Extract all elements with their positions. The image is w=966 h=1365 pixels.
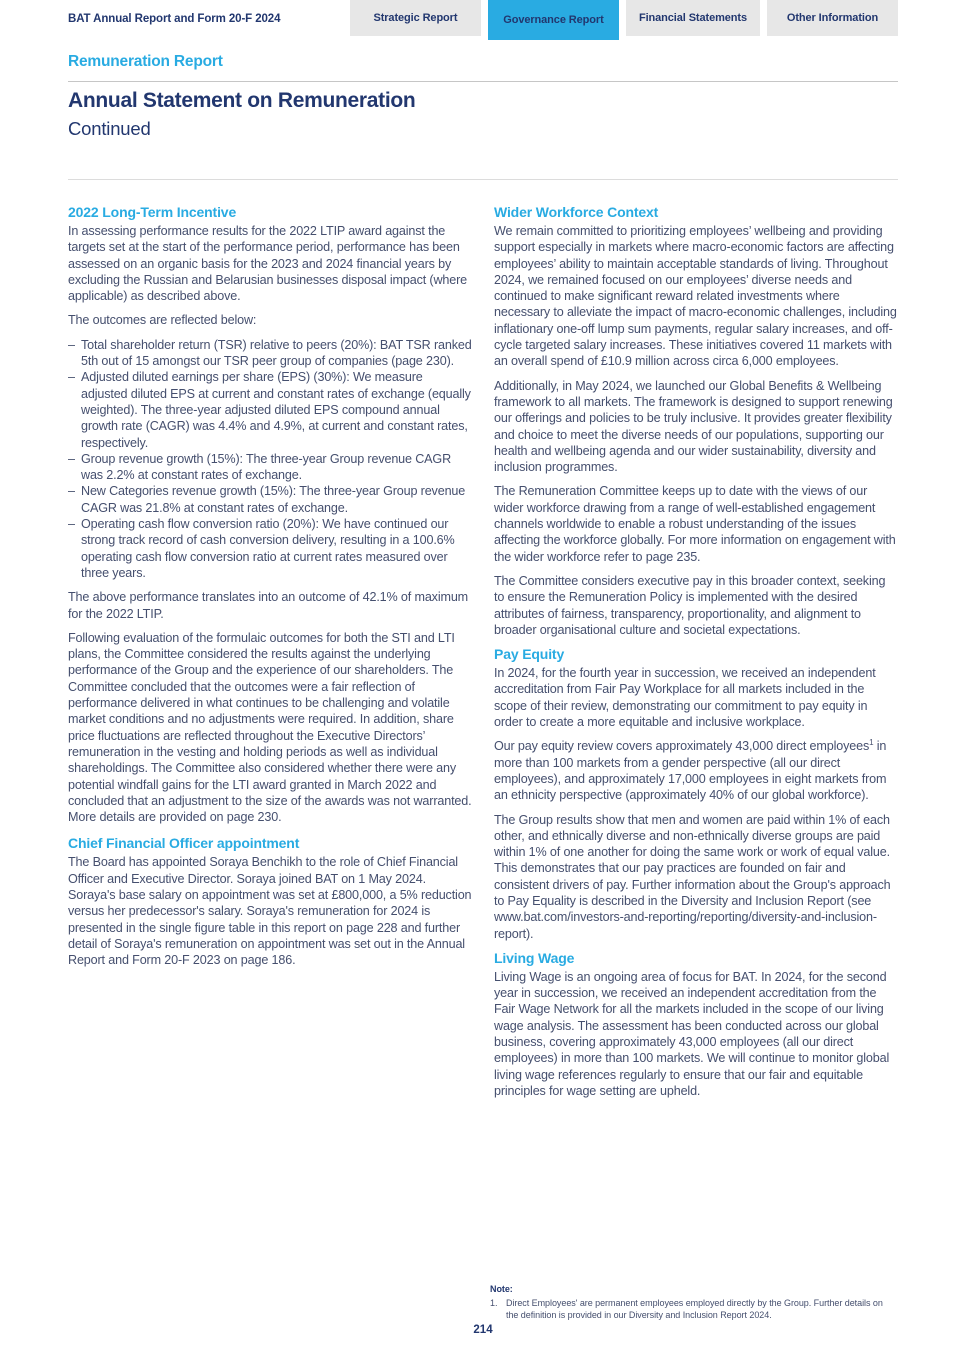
tab-label: Governance Report: [503, 14, 604, 26]
wider-workforce-paragraph-4: The Committee considers executive pay in this broader context, seeking to ensure the Remuneration Policy is implemented with the desired attributes of fairness, transparency, proportionality, and alignment to broader organisational culture and societal expectations.: [494, 573, 886, 637]
list-item-tsr: – Total shareholder return (TSR) relative to peers (20%): BAT TSR ranked 5th out of 15 amongst our TSR peer group of companies (page 230).: [68, 337, 472, 370]
lti-intro-paragraph: In assessing performance results for the 2022 LTIP award against the targets set at the start of the performance period, performance has been assessed on an organic basis for the 2023 and 2024 financial years by excluding the Russian and Belarusian businesses disposal impact (where applicable) as described above.: [68, 224, 468, 304]
lti-result-paragraph: The above performance translates into an outcome of 42.1% of maximum for the 2022 LTIP.: [68, 590, 469, 621]
lti-outcomes-list: [68, 337, 472, 581]
page-title: Annual Statement on Remuneration: [68, 89, 416, 112]
title-divider: [68, 179, 898, 180]
tab-label: Financial Statements: [638, 12, 747, 24]
pay-equity-paragraph-1: In 2024, for the fourth year in succession, we received an independent accreditation from Fair Pay Workplace for all markets included in the scope of their review, demonstrating our commitment to pay equity in order to create a more equitable and inclusive workplace.: [494, 666, 876, 730]
cfo-paragraph: The Board has appointed Soraya Benchikh to the role of Chief Financial Officer and Executive Director. Soraya joined BAT on 1 May 2024. Soraya's base salary on appointment was set at £800,000, a 5% reduction versus her predecessor's salary. Soraya's remuneration for 2024 is presented in the single figure table in this report on page 228 and further detail of Soraya's remuneration on appointment was set out in the Annual Report and Form 20-F 2023 on page 186.: [68, 855, 472, 968]
footnote-number: 1.: [490, 1297, 498, 1308]
tab-strategic-report[interactable]: [350, 0, 481, 36]
footnote-text: Direct Employees' are permanent employees employed directly by the Group. Further details on the definition is provided in our Diversity and Inclusion Report 2024.: [506, 1297, 883, 1320]
footnote-1: [490, 1297, 894, 1322]
list-item-eps: – Adjusted diluted earnings per share (EPS) (30%): We measure adjusted diluted EPS at current and constant rates of exchange (equally weighted). The three-year adjusted diluted EPS compound annual growth rate (CAGR) was 4.4% and 4.9%, at current and constant rates, respectively.: [68, 369, 472, 450]
page-subtitle: Continued: [68, 118, 151, 139]
report-title: BAT Annual Report and Form 20-F 2024: [68, 13, 281, 25]
left-column: [68, 204, 472, 1107]
tab-label: Other Information: [786, 12, 879, 24]
heading-cfo-appointment: Chief Financial Officer appointment: [68, 835, 300, 852]
tab-other-information[interactable]: [767, 0, 898, 36]
footnotes: [490, 1283, 894, 1322]
tab-financial-statements[interactable]: [626, 0, 760, 36]
wider-workforce-paragraph-3: The Remuneration Committee keeps up to date with the views of our wider workforce drawing from a range of well-established engagement channels worldwide to enable a robust understanding of the issues affecting the workforce globally. For more information on engagement with the wider workforce refer to page 235.: [494, 484, 896, 564]
pay-equity-paragraph-3: The Group results show that men and women are paid within 1% of each other, and ethnically diverse and non-ethnically diverse groups are paid within 1% of one another for doing the same work or work of equal value. This demonstrates that our pay practices are founded on fair and consistent drivers of pay. Further information about the Group's approach to Pay Equality is described in the Diversity and Inclusion Report (see www.bat.com/investors-and-reporting/reporting/diversity-and-inclusion-report).: [494, 812, 891, 941]
wider-workforce-paragraph-2: Additionally, in May 2024, we launched our Global Benefits & Wellbeing framework to all markets. The framework is designed to support renewing our offerings and policies to be truly inclusive. It provides greater flexibility and choice to meet the diverse needs of our populations, supporting our health and wellbeing agenda and our wider sustainability, diversity and inclusion programmes.: [494, 378, 893, 475]
lti-outcomes-lead: The outcomes are reflected below:: [68, 313, 257, 328]
living-wage-paragraph: Living Wage is an ongoing area of focus for BAT. In 2024, for the second year in succession, we received an independent accreditation from the Fair Wage Network for all the markets included in the scope of our living wage analysis. The assessment has been conducted across our global business, covering approximately 43,000 employees (all our direct employees) in more than 100 markets. We will continue to monitor global living wage references regularly to ensure that our fair and equitable principles for wage setting are upheld.: [494, 969, 890, 1098]
pay-equity-p2-text: Our pay equity review covers approximately 43,000 direct employees: [494, 739, 870, 754]
remuneration-report-label: Remuneration Report: [68, 53, 223, 70]
heading-living-wage: Living Wage: [494, 949, 575, 966]
list-item-new-categories: – New Categories revenue growth (15%): The three-year Group revenue CAGR was 21.8% at constant rates of exchange.: [68, 483, 472, 516]
heading-2022-long-term-incentive: 2022 Long-Term Incentive: [68, 204, 237, 220]
tab-label: Strategic Report: [373, 12, 458, 24]
section-tabs: [350, 0, 898, 40]
lti-evaluation-paragraph: Following evaluation of the formulaic outcomes for both the STI and LTI plans, the Committee considered the results against the underlying performance of the Group and the experience of our shareholders. The Committee concluded that the outcomes were a fair reflection of performance delivered in what continues to be challenging and volatile market conditions and no adjustments were required. In addition, share price fluctuations are reflected throughout the Executive Directors’ remuneration in the vesting and holding periods as well as individual shareholdings. The Committee also considered whether there were any potential windfall gains for the LTI award granted in March 2022 and concluded that an adjustment to the size of the awards was not warranted. More details are provided on page 230.: [68, 630, 472, 825]
heading-pay-equity: Pay Equity: [494, 646, 565, 663]
heading-wider-workforce-context: Wider Workforce Context: [494, 204, 659, 220]
list-item-cash-flow: – Operating cash flow conversion ratio (20%): We have continued our strong track record of cash conversion delivery, resulting in a 100.6% operating cash flow conversion ratio at current rates measured over three years.: [68, 516, 472, 581]
list-item-group-revenue: – Group revenue growth (15%): The three-year Group revenue CAGR was 2.2% at constant rates of exchange.: [68, 451, 472, 484]
wider-workforce-paragraph-1: We remain committed to prioritizing employees’ wellbeing and providing support especially in markets where macro-economic factors are affecting employees’ ability to maintain acceptable standards of living. Throughout 2024, we remained focused on our employees’ diverse needs and continued to make significant reward related investments where necessary to alleviate the impact of macro-economic challenges, including inflationary one-off lump sum payments, regular salary increases, and off-cycle targeted salary increases. These initiatives covered 11 markets with an overall spend of £10.9 million across circa 6,000 employees.: [494, 224, 897, 369]
page-number: 214: [473, 1324, 493, 1336]
tab-governance-report[interactable]: [488, 0, 619, 40]
footnote-reference-1: 1: [869, 738, 874, 748]
right-column: [494, 204, 898, 1107]
pay-equity-p2-text-continued: in more than 100 markets from a gender perspective (all our direct employees), and approximately 17,000 employees in eight markets from an ethnicity perspective (approximately 40% of our global workforce).: [494, 739, 887, 803]
body-columns: [68, 204, 898, 1107]
note-label: Note:: [490, 1284, 513, 1294]
pay-equity-paragraph-2: [494, 738, 898, 803]
header-divider: [68, 81, 898, 82]
